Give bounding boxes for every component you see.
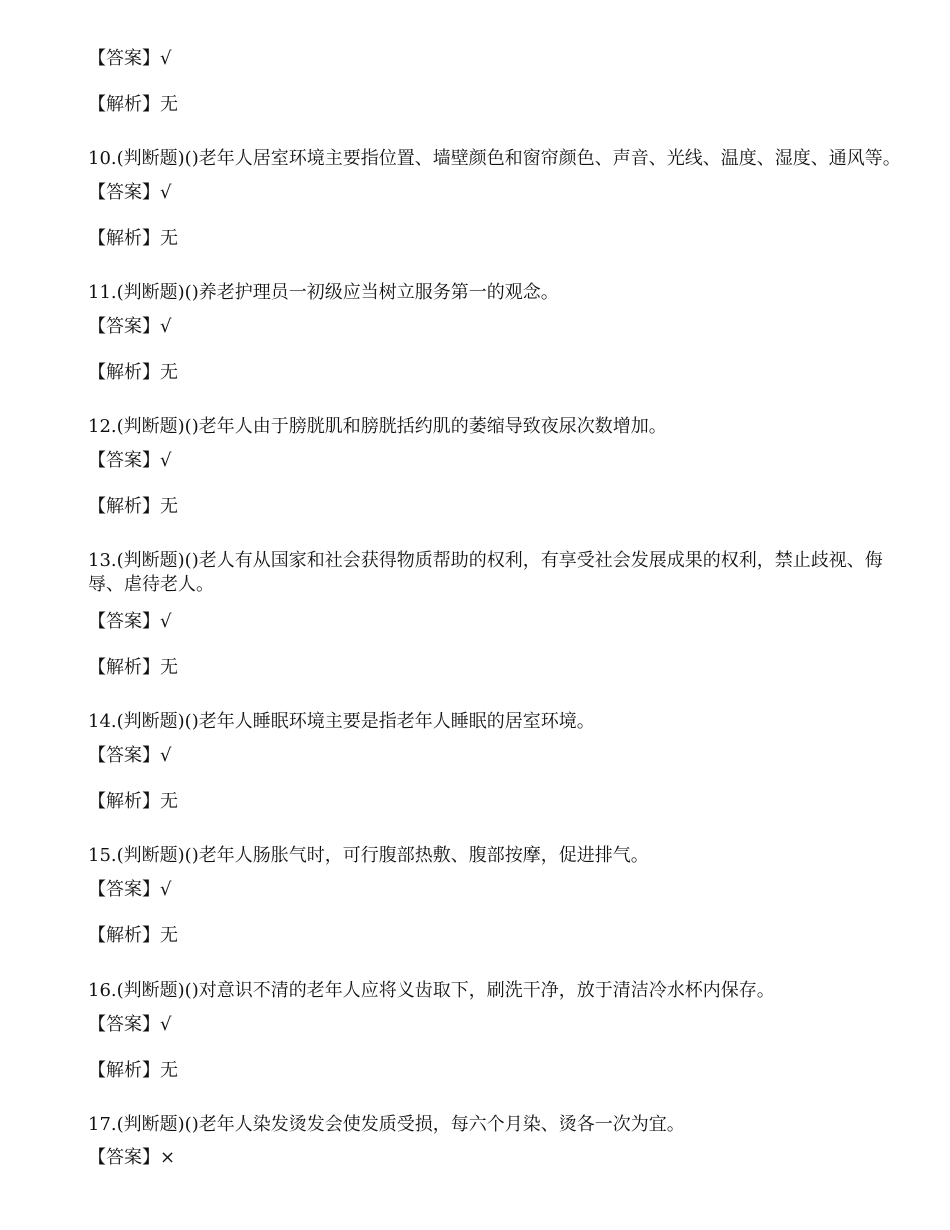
question-13: 13.(判断题)()老人有从国家和社会获得物质帮助的权利，有享受社会发展成果的权利，禁止歧视、侮辱、虐待老人。	[88, 550, 883, 595]
analysis-line	[88, 924, 178, 948]
answer-label: 【答案】	[88, 611, 160, 632]
question-16: 16.(判断题)()对意识不清的老年人应将义齿取下，刷洗干净，放于清洁冷水杯内保存。	[88, 980, 775, 1001]
answer-label: 【答案】	[88, 48, 160, 69]
question-15: 15.(判断题)()老年人肠胀气时，可行腹部热敷、腹部按摩，促进排气。	[88, 845, 649, 866]
analysis-value: 无	[160, 657, 178, 678]
answer-line	[88, 47, 171, 71]
answer-label: 【答案】	[88, 879, 160, 900]
answer-line	[88, 878, 171, 902]
analysis-line	[88, 93, 178, 117]
answer-label: 【答案】	[88, 745, 160, 766]
answer-line	[88, 744, 171, 768]
answer-line	[88, 449, 171, 473]
answer-label: 【答案】	[88, 1014, 160, 1035]
answer-value: ×	[160, 1147, 176, 1168]
answer-value: √	[160, 316, 172, 337]
analysis-label: 【解析】	[88, 228, 160, 249]
answer-line	[88, 1146, 175, 1170]
analysis-line	[88, 790, 178, 814]
answer-value: √	[160, 611, 172, 632]
answer-label: 【答案】	[88, 1147, 160, 1168]
analysis-label: 【解析】	[88, 791, 160, 812]
analysis-label: 【解析】	[88, 925, 160, 946]
answer-label: 【答案】	[88, 316, 160, 337]
question-12: 12.(判断题)()老年人由于膀胱肌和膀胱括约肌的萎缩导致夜尿次数增加。	[88, 416, 667, 437]
answer-line	[88, 181, 171, 205]
analysis-line	[88, 495, 178, 519]
answer-line	[88, 610, 171, 634]
question-10: 10.(判断题)()老年人居室环境主要指位置、墙壁颜色和窗帘颜色、声音、光线、温度、湿度、通风等。	[88, 148, 901, 169]
answer-label: 【答案】	[88, 182, 160, 203]
answer-value: √	[160, 182, 172, 203]
analysis-value: 无	[160, 362, 178, 383]
analysis-value: 无	[160, 1060, 178, 1081]
answer-value: √	[160, 450, 172, 471]
question-17: 17.(判断题)()老年人染发烫发会使发质受损，每六个月染、烫各一次为宜。	[88, 1114, 685, 1135]
analysis-value: 无	[160, 791, 178, 812]
question-11: 11.(判断题)()养老护理员一初级应当树立服务第一的观念。	[88, 282, 559, 303]
analysis-label: 【解析】	[88, 657, 160, 678]
analysis-value: 无	[160, 496, 178, 517]
question-14: 14.(判断题)()老年人睡眠环境主要是指老年人睡眠的居室环境。	[88, 711, 595, 732]
analysis-label: 【解析】	[88, 496, 160, 517]
answer-value: √	[160, 1014, 172, 1035]
answer-value: √	[160, 745, 172, 766]
answer-label: 【答案】	[88, 450, 160, 471]
analysis-line	[88, 227, 178, 251]
answer-value: √	[160, 48, 172, 69]
analysis-label: 【解析】	[88, 94, 160, 115]
analysis-value: 无	[160, 925, 178, 946]
analysis-line	[88, 1059, 178, 1083]
analysis-value: 无	[160, 228, 178, 249]
analysis-label: 【解析】	[88, 362, 160, 383]
analysis-label: 【解析】	[88, 1060, 160, 1081]
answer-line	[88, 315, 171, 339]
answer-value: √	[160, 879, 172, 900]
answer-line	[88, 1013, 171, 1037]
analysis-value: 无	[160, 94, 178, 115]
analysis-line	[88, 656, 178, 680]
analysis-line	[88, 361, 178, 385]
